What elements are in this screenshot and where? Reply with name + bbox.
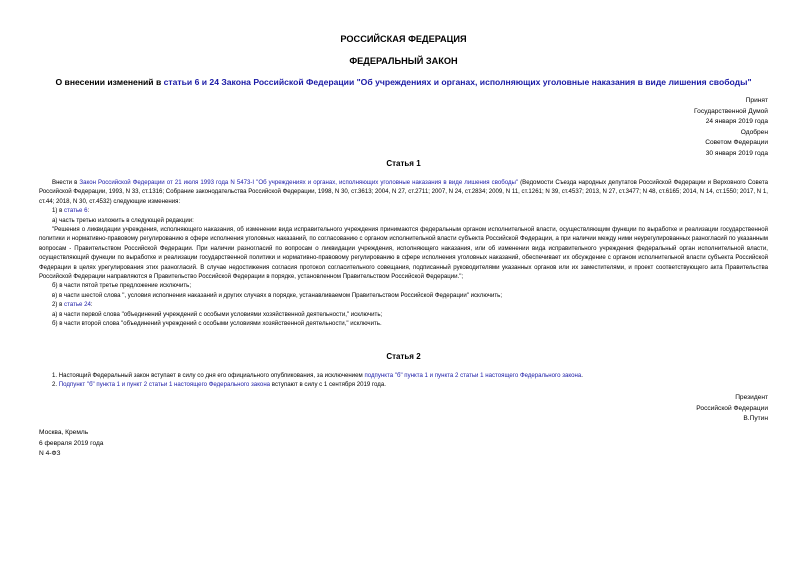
adoption-line: 30 января 2019 года bbox=[705, 149, 768, 157]
item-1-prefix: 1) в bbox=[52, 207, 65, 215]
article-6-link[interactable]: статье 6 bbox=[64, 207, 88, 215]
item-1b: б) в части пятой третье предложение исключить; bbox=[52, 282, 192, 290]
adoption-line: Государственной Думой bbox=[694, 107, 768, 115]
item-1-suffix: : bbox=[87, 207, 90, 215]
p1-link[interactable]: подпункта "б" пункта 1 и пункта 2 статьи 1 настоящего Федерального закона bbox=[364, 372, 582, 379]
p1-prefix: 1. Настоящий Федеральный закон вступает в силу со дня его официального опубликования, за исключением bbox=[52, 372, 365, 379]
country-heading: РОССИЙСКАЯ ФЕДЕРАЦИЯ bbox=[340, 34, 467, 44]
item-2b: б) в части второй слова "объединений учреждений с особыми условиями хозяйственной деятельности," исключить. bbox=[52, 320, 382, 328]
article-2-body bbox=[39, 371, 768, 390]
doc-type-heading: ФЕДЕРАЛЬНЫЙ ЗАКОН bbox=[349, 56, 458, 66]
item-1 bbox=[39, 206, 768, 215]
signature-line: Российской Федерации bbox=[696, 404, 768, 412]
article-1-heading: Статья 1 bbox=[386, 159, 421, 168]
adoption-line: Советом Федерации bbox=[705, 139, 768, 146]
article-2-p1 bbox=[39, 371, 768, 380]
item-2a: а) в части первой слова "объединений учреждений с особыми условиями хозяйственной деятельности," исключить; bbox=[52, 310, 383, 318]
quote-paragraph: "Решения о ликвидации учреждения, исполняющего наказания, об изменении вида исправительного учреждения принимаются федеральным органом исполнительной власти, осуществляющим функции по выработке и реализации государственной политики и нормативно-правовому регулированию в сфере исполнения уголовных наказаний, по согласованию с органом исполнительной власти субъекта Российской Федерации, а при наличии между ними неурегулированных разногласий по указанным вопросам - Правительством Российской Федерации. При наличии разногласий по вопросам о ликвидации учреждения, исполняющего наказания, или об изменении вида исправительного учреждения федеральный орган исполнительной власти, осуществляющий функции по выработке и реализации государственной политики и нормативно-правовому регулированию в сфере исполнения уголовных наказаний, обеспечивает их обсуждение с органом исполнительной власти субъекта Российской Федерации в целях урегулирования этих разногласий. В случае недостижения согласия протокол согласительного совещания, подписанный руководителями указанных органов или их заместителями, и проект соответствующего акта Правительства Российской Федерации направляются в Правительство Российской Федерации в порядке, установленном Правительством Российской Федерации."; bbox=[39, 226, 768, 281]
signature-line: В.Путин bbox=[743, 415, 768, 422]
article-1-intro bbox=[39, 178, 768, 206]
adoption-line: 24 января 2019 года bbox=[705, 118, 768, 125]
adoption-line: Принят bbox=[745, 97, 768, 104]
law-link[interactable]: Закон Российской Федерации от 21 июля 1993 года N 5473-I "Об учреждениях и органах, исполняющих уголовные наказания в виде лишения свободы" bbox=[79, 179, 519, 186]
p2-prefix: 2. bbox=[52, 381, 59, 389]
intro-prefix: Внести в bbox=[52, 179, 80, 186]
item-2-suffix: : bbox=[90, 301, 93, 309]
law-title bbox=[0, 77, 807, 87]
article-24-link[interactable]: статье 24 bbox=[64, 301, 91, 309]
signature-block bbox=[696, 393, 768, 425]
law-title-prefix: О внесении изменений в bbox=[55, 77, 164, 87]
number-line: N 4-ФЗ bbox=[39, 450, 61, 457]
intro-suffix: (Ведомости Съезда народных депутатов Российской Федерации и Верховного Совета Российской Федерации, 1993, N 33, ст.1316; Собрание законодательства Российской Федерации, 1998, N 30, ст.3613; 2004, N 27, ст.2711; 2007, N 24, ст.2834; 2009, N 11, ст.1261; N 39, ст.4537; 2013, N 27, ст.3477; N 48, ст.6165; 2014, N 14, ст.1550; 2017, N 1, ст.44; 2018, N 30, ст.4532) следующие изменения: bbox=[39, 179, 768, 205]
place-date-block bbox=[39, 428, 103, 460]
p1-suffix: . bbox=[581, 372, 583, 379]
signature-line: Президент bbox=[735, 394, 768, 401]
article-1-body bbox=[39, 178, 768, 329]
place-line: Москва, Кремль bbox=[39, 429, 89, 436]
law-title-link[interactable]: статьи 6 и 24 Закона Российской Федерации "Об учреждениях и органах, исполняющих уголовные наказания в виде лишения свободы" bbox=[163, 77, 752, 87]
article-2-heading: Статья 2 bbox=[386, 352, 421, 361]
item-2 bbox=[39, 300, 768, 309]
p2-suffix: вступают в силу с 1 сентября 2019 года. bbox=[270, 381, 386, 389]
adoption-line: Одобрен bbox=[740, 128, 768, 136]
date-line: 6 февраля 2019 года bbox=[39, 439, 104, 447]
item-1c: в) в части шестой слова ", условия исполнения наказаний и других случаях в порядке, устанавливаемом Правительством Российской Федерации" исключить; bbox=[52, 291, 503, 299]
item-1a: а) часть третью изложить в следующей редакции: bbox=[52, 216, 194, 224]
p2-link[interactable]: Подпункт "б" пункта 1 и пункт 2 статьи 1 настоящего Федерального закона bbox=[58, 381, 271, 389]
adoption-block bbox=[694, 96, 768, 159]
item-2-prefix: 2) в bbox=[52, 301, 65, 309]
article-2-p2 bbox=[39, 380, 768, 389]
